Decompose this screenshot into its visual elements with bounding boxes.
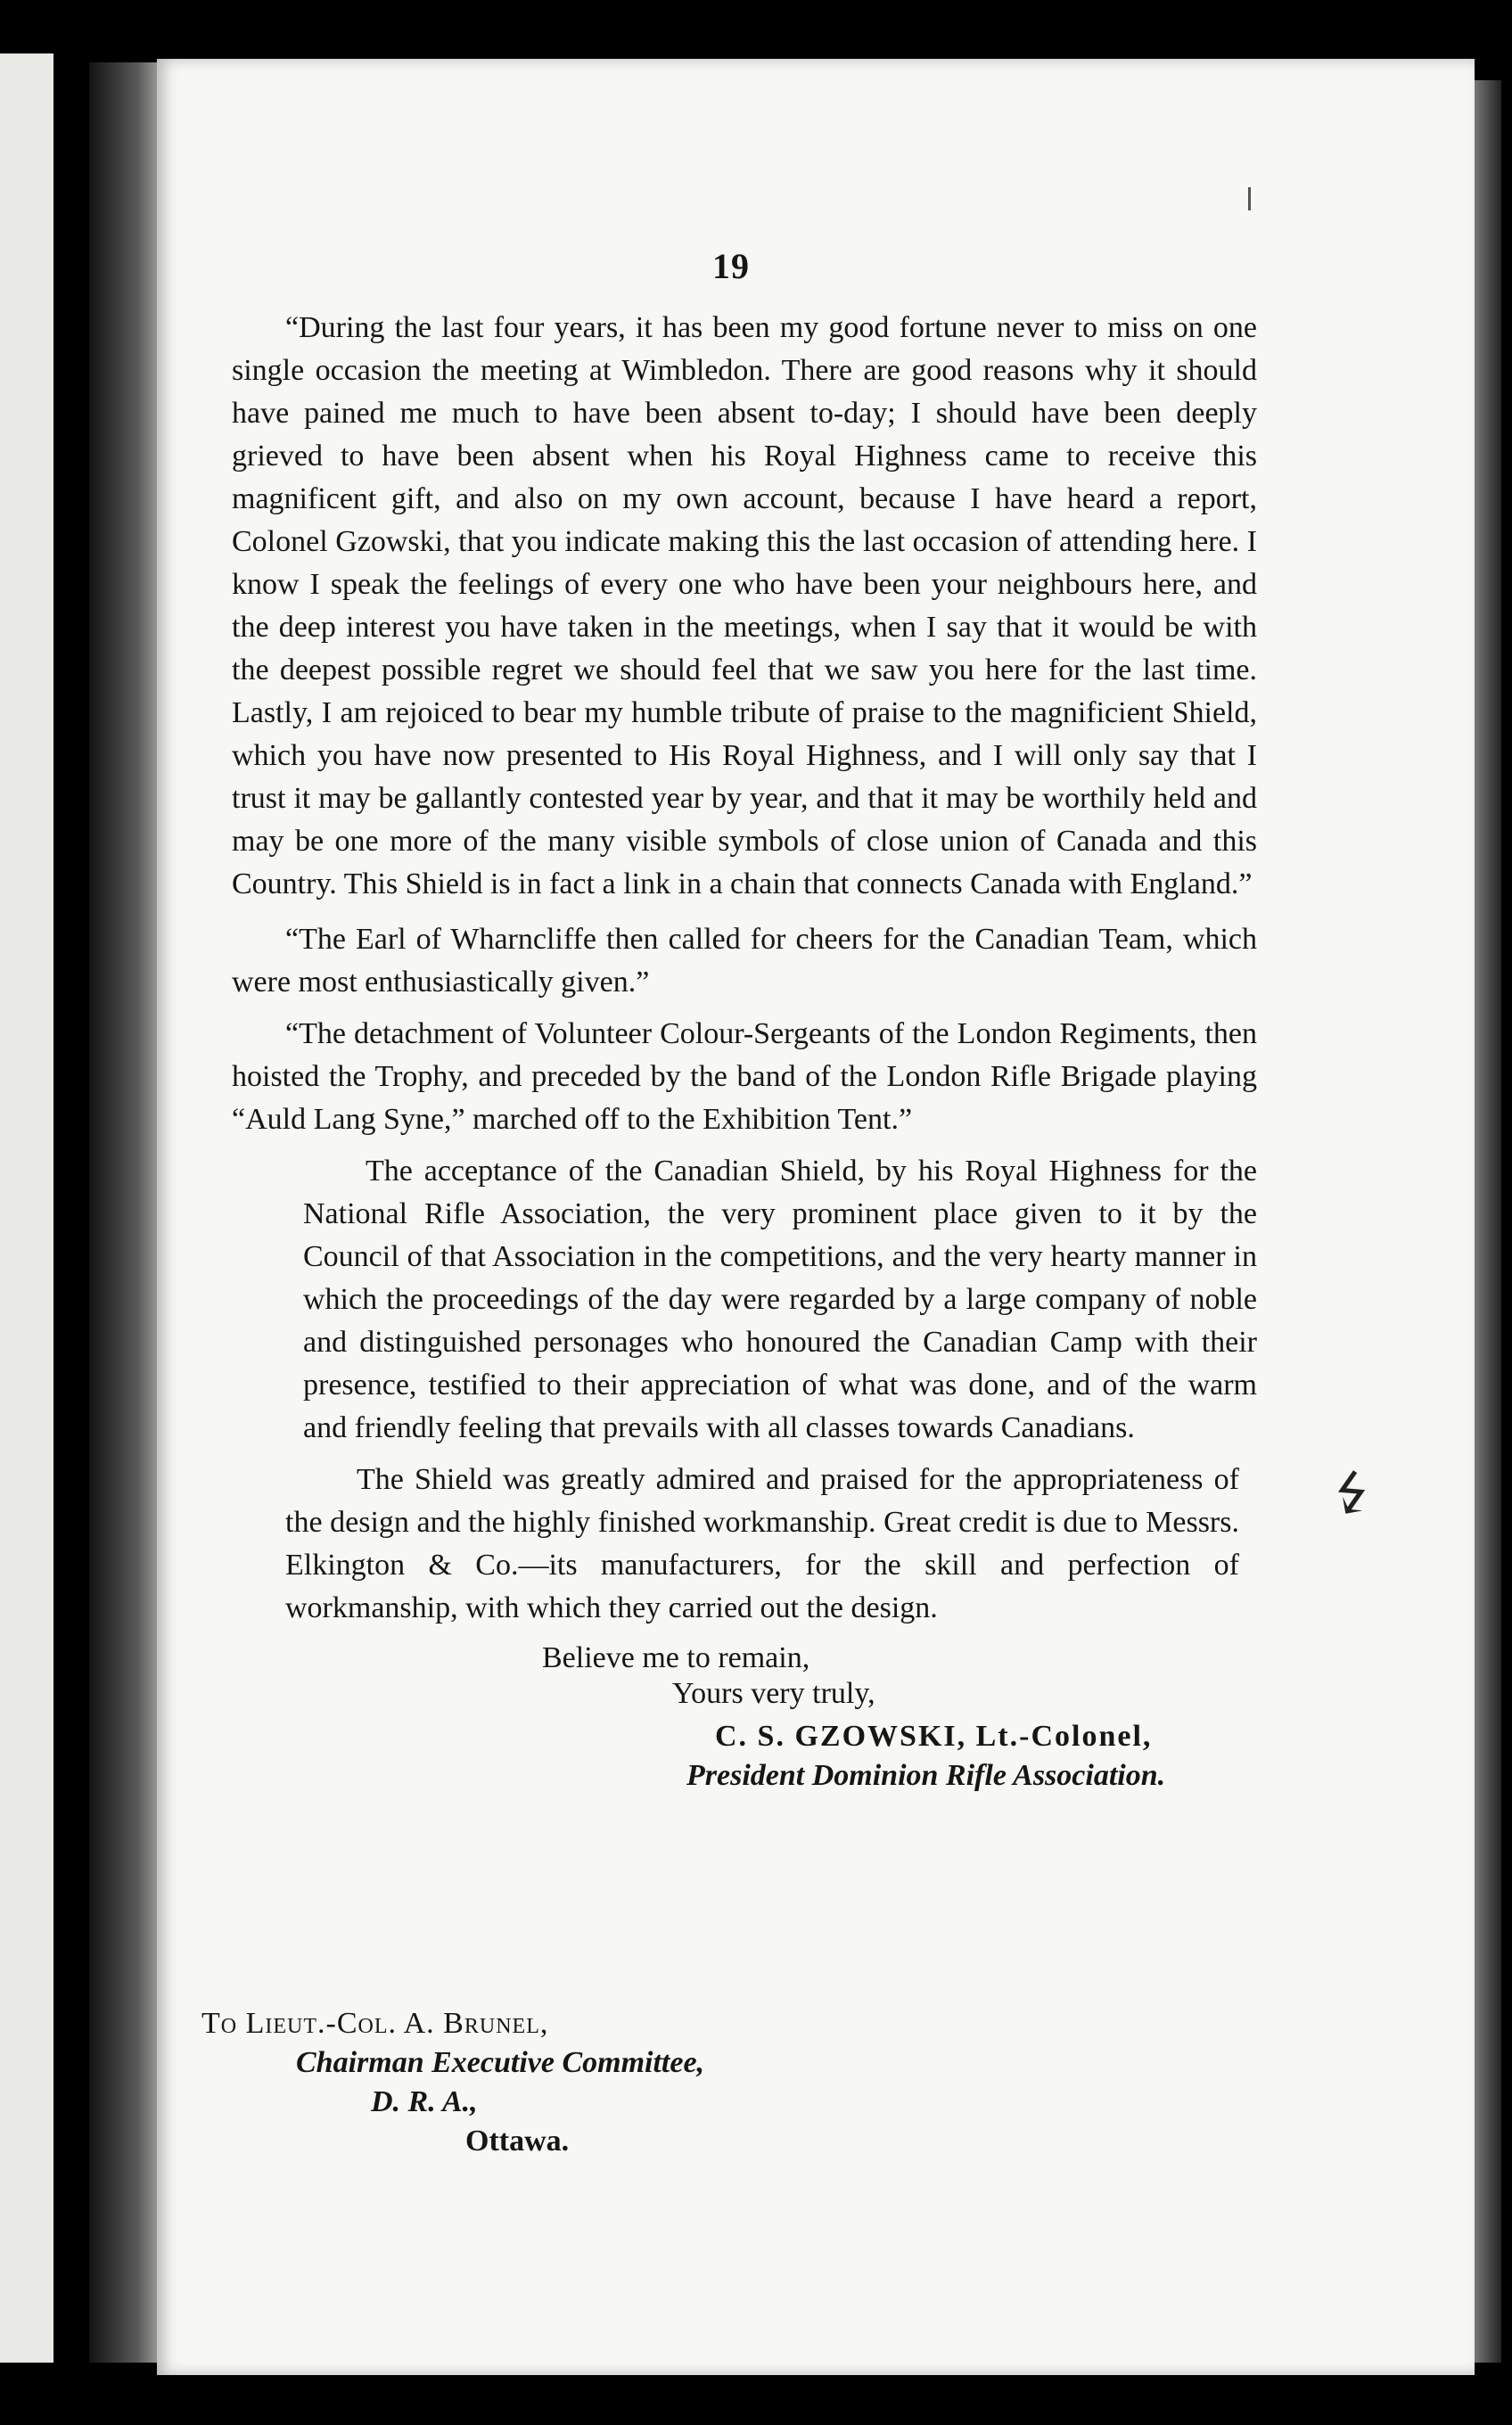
ink-mark xyxy=(1248,187,1251,210)
page-number: 19 xyxy=(712,246,750,286)
addressee-city: Ottawa. xyxy=(465,2125,570,2158)
signature: C. S. GZOWSKI, Lt.-Colonel, xyxy=(715,1720,1153,1753)
letter-closing xyxy=(205,1639,1257,1792)
signature-title: President Dominion Rifle Association. xyxy=(686,1759,1166,1792)
acceptance-paragraph: The acceptance of the Canadian Shield, by his Royal Highness for the National Rifle Association, the very prominent place given to it by the Council of that Association in the competitions, and the very hearty manner in which the proceedings of the day were regarded by a large company of noble and distinguished personages who honoured the Canadian Camp with their presence, testified to their appreciation of what was done, and of the warm and friendly feeling that prevails with all classes towards Canadians. xyxy=(303,1155,1257,1444)
addressee-org: D. R. A., xyxy=(371,2085,478,2118)
shield-paragraph: The Shield was greatly admired and praised for the appropriateness of the design and the highly finished workmanship. Great credit is due to Messrs. Elkington & Co.—its manufacturers, for the skill and perfection of workmanship, with which they carried out the design. xyxy=(285,1463,1239,1624)
book-gutter xyxy=(89,62,159,2363)
facing-page-edge xyxy=(0,53,53,2363)
addressee-block xyxy=(201,2004,704,2161)
cheers-paragraph: “The Earl of Wharncliffe then called for cheers for the Canadian Team, which were most enthusiastically given.” xyxy=(232,923,1257,999)
addressee-role: Chairman Executive Committee, xyxy=(296,2046,705,2079)
trophy-paragraph: “The detachment of Volunteer Colour-Sergeants of the London Regiments, then hoisted the Trophy, and preceded by the band of the London Rifle Brigade playing “Auld Lang Syne,” marched off to the Exhibition Tent.” xyxy=(232,1017,1257,1136)
speech-paragraph: “During the last four years, it has been my good fortune never to miss on one single occasion the meeting at Wimbledon. There are good reasons why it should have pained me much to have been absent to-day; I should have been deeply grieved to have been absent when his Royal Highness came to receive this magnificent gift, and also on my own account, because I have heard a report, Colonel Gzowski, that you indicate making this the last occasion of attending here. I know I speak the feelings of every one who have been your neighbours here, and the deep interest you have taken in the meetings, when I say that it would be with the deepest possible regret we should feel that we saw you here for the last time. Lastly, I am rejoiced to bear my humble tribute of praise to the magnificient Shield, which you have now presented to His Royal Highness, and I will only say that I trust it may be gallantly contested year by year, and that it may be worthily held and may be one more of the many visible symbols of close union of Canada and this Country. This Shield is in fact a link in a chain that connects Canada with England.” xyxy=(232,311,1257,900)
addressee-name: To Lieut.-Col. A. Brunel, xyxy=(201,2007,549,2040)
closing-yours: Yours very truly, xyxy=(672,1677,875,1710)
closing-believe: Believe me to remain, xyxy=(542,1641,810,1674)
page-right-edge xyxy=(1475,80,1501,2363)
page-content xyxy=(205,227,1257,1792)
margin-mark: ↯ xyxy=(1316,1455,1388,1535)
